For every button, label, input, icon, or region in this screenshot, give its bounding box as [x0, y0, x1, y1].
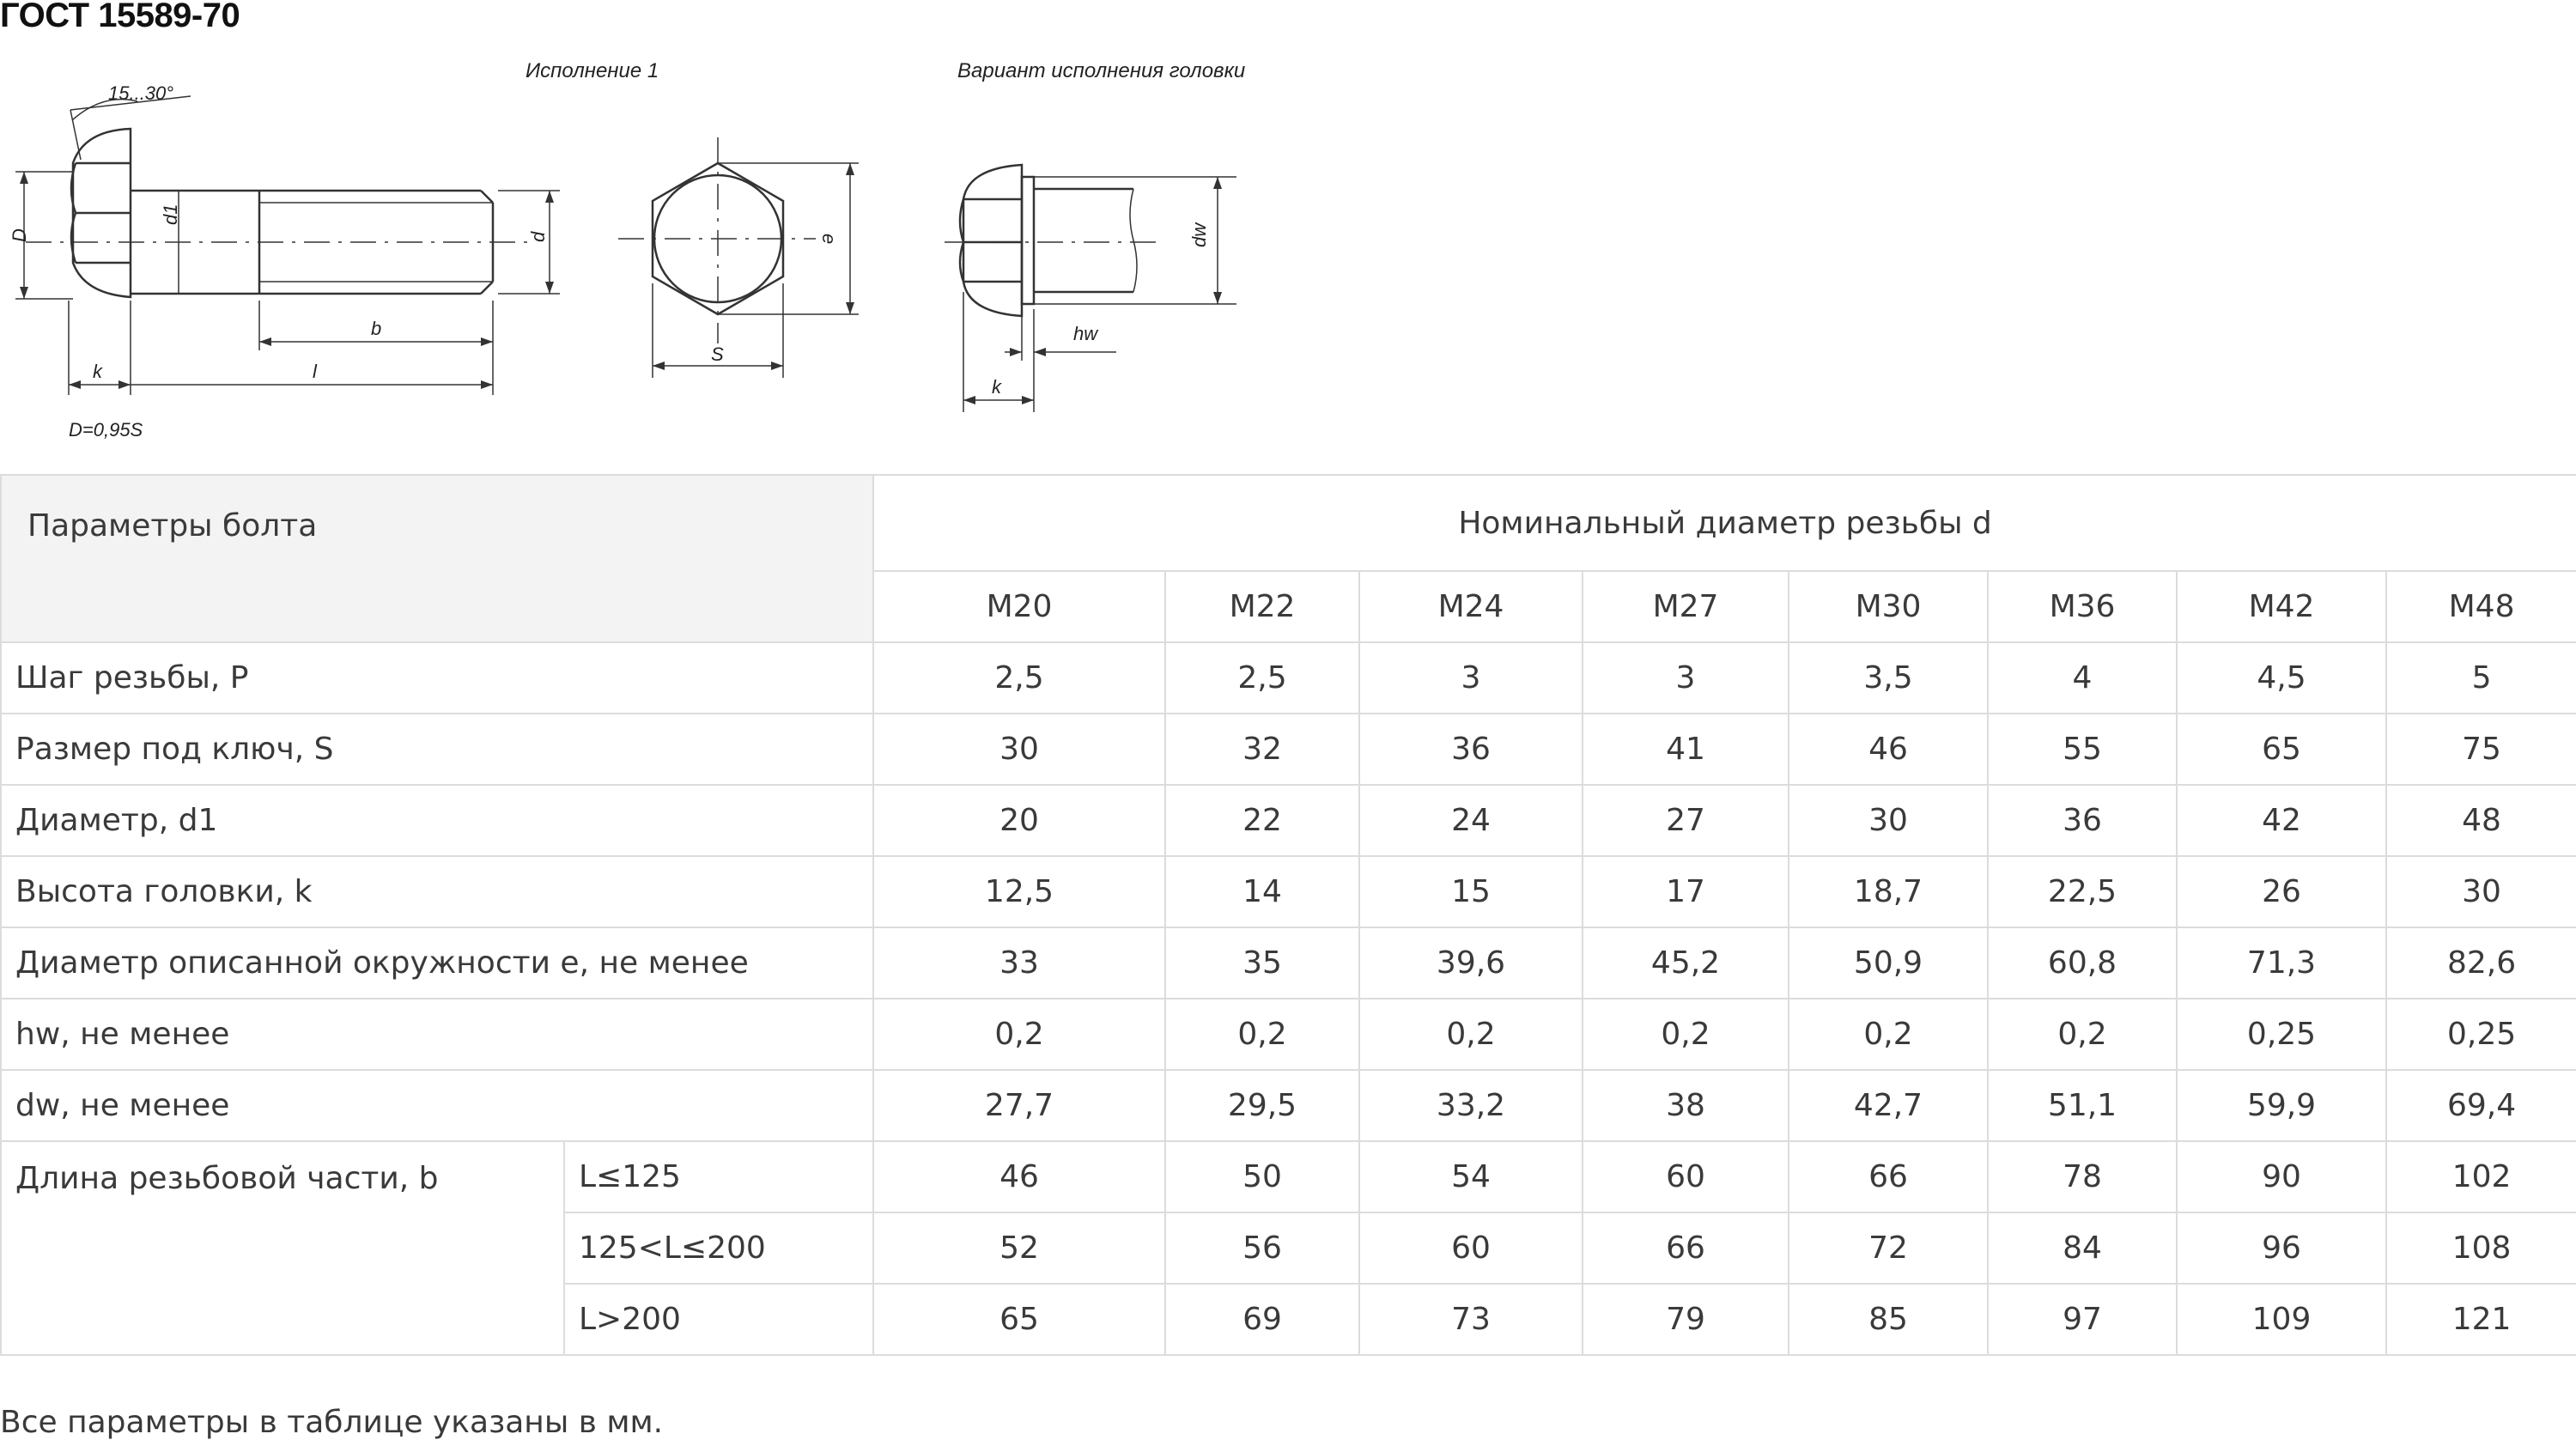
label-b: b [371, 318, 382, 339]
label-formula: D=0,95S [69, 419, 143, 440]
row-value: 66 [1583, 1212, 1789, 1284]
label-d: d [527, 231, 549, 242]
row-value: 0,25 [2386, 999, 2576, 1070]
size-m42: М42 [2177, 571, 2386, 642]
thread-length-condition: L>200 [564, 1284, 873, 1355]
row-value: 71,3 [2177, 927, 2386, 999]
table-body [1, 475, 2576, 1355]
label-angle: 15...30° [108, 82, 174, 104]
row-value: 82,6 [2386, 927, 2576, 999]
size-m27: М27 [1583, 571, 1789, 642]
row-value: 22 [1165, 785, 1359, 856]
row-value: 17 [1583, 856, 1789, 927]
row-value: 78 [1988, 1141, 2177, 1212]
row-value: 3 [1359, 642, 1583, 714]
label-D: D [9, 228, 30, 242]
row-label: Шаг резьбы, Р [1, 642, 873, 714]
row-value: 3 [1583, 642, 1789, 714]
row-value: 46 [873, 1141, 1165, 1212]
table-row [1, 856, 2576, 927]
row-value: 65 [2177, 714, 2386, 785]
row-value: 35 [1165, 927, 1359, 999]
row-value: 90 [2177, 1141, 2386, 1212]
row-value: 36 [1988, 785, 2177, 856]
page-title: ГОСТ 15589-70 [0, 0, 240, 34]
thread-length-condition: 125<L≤200 [564, 1212, 873, 1284]
label-S: S [711, 343, 724, 365]
row-value: 30 [2386, 856, 2576, 927]
row-label: Диаметр описанной окружности е, не менее [1, 927, 873, 999]
row-value: 66 [1789, 1141, 1988, 1212]
label-l: l [313, 361, 317, 382]
size-m22: М22 [1165, 571, 1359, 642]
table-row [1, 999, 2576, 1070]
row-value: 15 [1359, 856, 1583, 927]
row-value: 0,2 [873, 999, 1165, 1070]
row-value: 56 [1165, 1212, 1359, 1284]
label-execution: Исполнение 1 [526, 59, 659, 82]
row-value: 38 [1583, 1070, 1789, 1141]
row-value: 84 [1988, 1212, 2177, 1284]
table-row [1, 785, 2576, 856]
row-value: 96 [2177, 1212, 2386, 1284]
row-value: 27,7 [873, 1070, 1165, 1141]
row-value: 60 [1359, 1212, 1583, 1284]
size-m24: М24 [1359, 571, 1583, 642]
table-header-row [1, 475, 2576, 571]
row-value: 48 [2386, 785, 2576, 856]
row-value: 51,1 [1988, 1070, 2177, 1141]
label-e: e [818, 234, 840, 245]
row-value: 29,5 [1165, 1070, 1359, 1141]
row-value: 60 [1583, 1141, 1789, 1212]
row-value: 54 [1359, 1141, 1583, 1212]
row-value: 30 [873, 714, 1165, 785]
table-row [1, 927, 2576, 999]
row-value: 3,5 [1789, 642, 1988, 714]
label-d1: d1 [160, 204, 181, 225]
row-value: 73 [1359, 1284, 1583, 1355]
label-k2: k [992, 376, 1001, 398]
thread-length-condition: L≤125 [564, 1141, 873, 1212]
row-value: 50 [1165, 1141, 1359, 1212]
table-row [1, 1070, 2576, 1141]
label-head-variant: Вариант исполнения головки [957, 59, 1246, 82]
size-m36: М36 [1988, 571, 2177, 642]
row-value: 32 [1165, 714, 1359, 785]
row-value: 79 [1583, 1284, 1789, 1355]
row-value: 0,2 [1165, 999, 1359, 1070]
row-value: 42,7 [1789, 1070, 1988, 1141]
row-value: 108 [2386, 1212, 2576, 1284]
footnote: Все параметры в таблице указаны в мм. [0, 1405, 664, 1440]
row-value: 2,5 [873, 642, 1165, 714]
row-label: dw, не менее [1, 1070, 873, 1141]
row-value: 26 [2177, 856, 2386, 927]
row-value: 72 [1789, 1212, 1988, 1284]
row-value: 59,9 [2177, 1070, 2386, 1141]
row-value: 85 [1789, 1284, 1988, 1355]
row-value: 39,6 [1359, 927, 1583, 999]
row-value: 75 [2386, 714, 2576, 785]
row-value: 102 [2386, 1141, 2576, 1212]
thread-length-label: Длина резьбовой части, b [1, 1141, 564, 1355]
row-value: 121 [2386, 1284, 2576, 1355]
label-dw: dw [1188, 222, 1210, 247]
row-value: 2,5 [1165, 642, 1359, 714]
row-value: 109 [2177, 1284, 2386, 1355]
header-nominal: Номинальный диаметр резьбы d [873, 475, 2576, 571]
row-value: 0,2 [1789, 999, 1988, 1070]
row-value: 0,25 [2177, 999, 2386, 1070]
row-value: 0,2 [1359, 999, 1583, 1070]
label-hw: hw [1073, 323, 1098, 344]
row-value: 69,4 [2386, 1070, 2576, 1141]
row-value: 22,5 [1988, 856, 2177, 927]
row-value: 33,2 [1359, 1070, 1583, 1141]
bolt-parameters-table [0, 474, 2576, 1356]
row-value: 5 [2386, 642, 2576, 714]
label-k: k [93, 361, 102, 382]
row-value: 33 [873, 927, 1165, 999]
row-value: 0,2 [1988, 999, 2177, 1070]
row-value: 97 [1988, 1284, 2177, 1355]
table-row [1, 714, 2576, 785]
row-value: 36 [1359, 714, 1583, 785]
size-m30: М30 [1789, 571, 1988, 642]
row-label: Высота головки, k [1, 856, 873, 927]
row-value: 4 [1988, 642, 2177, 714]
row-value: 69 [1165, 1284, 1359, 1355]
table-row [1, 642, 2576, 714]
row-label: Диаметр, d1 [1, 785, 873, 856]
row-value: 42 [2177, 785, 2386, 856]
header-param: Параметры болта [1, 475, 873, 642]
row-value: 41 [1583, 714, 1789, 785]
row-value: 55 [1988, 714, 2177, 785]
table-row [1, 1141, 2576, 1212]
row-value: 52 [873, 1212, 1165, 1284]
row-value: 20 [873, 785, 1165, 856]
row-value: 30 [1789, 785, 1988, 856]
row-value: 24 [1359, 785, 1583, 856]
row-value: 18,7 [1789, 856, 1988, 927]
row-value: 0,2 [1583, 999, 1789, 1070]
row-value: 60,8 [1988, 927, 2177, 999]
row-value: 14 [1165, 856, 1359, 927]
row-value: 45,2 [1583, 927, 1789, 999]
row-label: hw, не менее [1, 999, 873, 1070]
row-value: 46 [1789, 714, 1988, 785]
size-m20: М20 [873, 571, 1165, 642]
row-value: 50,9 [1789, 927, 1988, 999]
row-label: Размер под ключ, S [1, 714, 873, 785]
row-value: 65 [873, 1284, 1165, 1355]
row-value: 27 [1583, 785, 1789, 856]
bolt-drawing [0, 34, 1288, 464]
row-value: 4,5 [2177, 642, 2386, 714]
size-m48: М48 [2386, 571, 2576, 642]
row-value: 12,5 [873, 856, 1165, 927]
